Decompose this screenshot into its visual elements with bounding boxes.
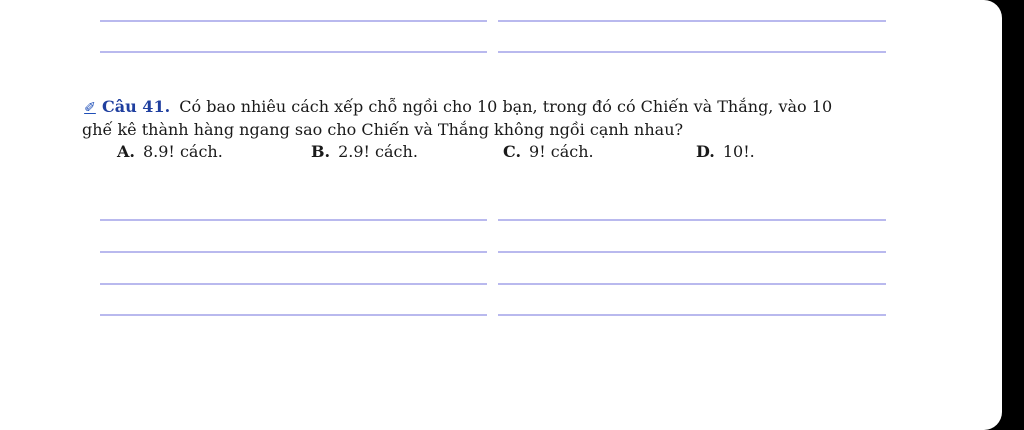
question-line-2	[82, 119, 892, 141]
question-number: Câu 41.	[102, 97, 171, 116]
answer-line	[498, 51, 886, 53]
answer-option-b[interactable]	[311, 142, 418, 161]
answer-letter: C.	[503, 142, 522, 161]
answer-text: 9! cách.	[529, 142, 594, 161]
answer-line	[100, 283, 487, 285]
answer-option-d[interactable]	[696, 142, 755, 161]
answer-text: 10!.	[722, 142, 755, 161]
answer-line	[498, 314, 886, 316]
answer-line	[100, 51, 487, 53]
answer-line	[100, 314, 487, 316]
pencil-icon: ✐	[84, 100, 96, 116]
answer-options	[0, 142, 1002, 164]
answer-line	[100, 20, 487, 22]
answer-letter: D.	[696, 142, 715, 161]
answer-line	[100, 251, 487, 253]
answer-line	[100, 219, 487, 221]
question-line-1	[82, 96, 892, 119]
answer-text: 2.9! cách.	[338, 142, 418, 161]
answer-line	[498, 219, 886, 221]
answer-line	[498, 20, 886, 22]
answer-line	[498, 283, 886, 285]
answer-letter: A.	[117, 142, 135, 161]
question-block	[82, 96, 892, 141]
question-text-line-2: ghế kê thành hàng ngang sao cho Chiến và Thắng không ngồi cạnh nhau?	[82, 120, 684, 139]
answer-option-c[interactable]	[503, 142, 594, 161]
question-text-line-1: Có bao nhiêu cách xếp chỗ ngồi cho 10 bạn, trong đó có Chiến và Thắng, vào 10	[179, 97, 833, 116]
answer-option-a[interactable]	[117, 142, 223, 161]
answer-letter: B.	[311, 142, 331, 161]
answer-line	[498, 251, 886, 253]
answer-text: 8.9! cách.	[142, 142, 223, 161]
